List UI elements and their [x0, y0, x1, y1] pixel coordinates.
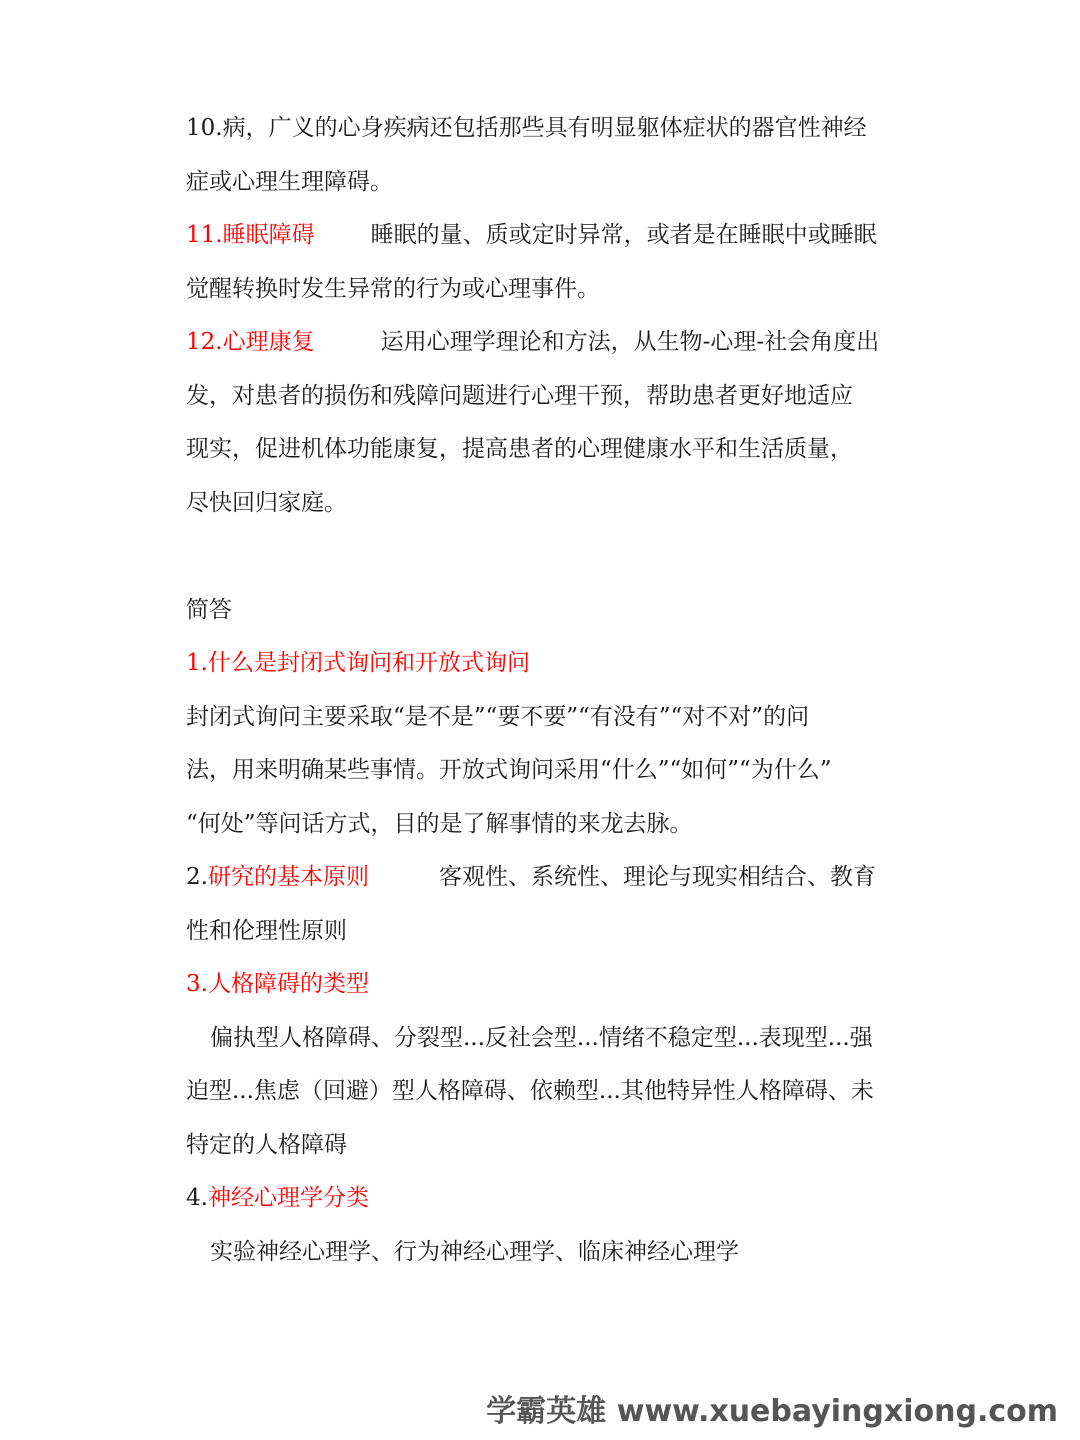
term-10-line-1: 10.病，广义的心身疾病还包括那些具有明显躯体症状的器官性神经: [186, 115, 867, 141]
question-2-title: 研究的基本原则: [207, 864, 369, 890]
question-1-line-2: 法，用来明确某些事情。开放式询问采用“什么”“如何”“为什么”: [186, 757, 832, 783]
question-4-line-1: 实验神经心理学、行为神经心理学、临床神经心理学: [210, 1238, 739, 1265]
question-3-line-3: 特定的人格障碍: [186, 1131, 347, 1158]
term-12-line-1: [186, 316, 902, 370]
section-spacer: [186, 530, 902, 584]
question-2-line-2: 性和伦理性原则: [186, 917, 347, 944]
term-12-definition-start: 运用心理学理论和方法，从生物-心理-社会角度出: [380, 329, 880, 355]
question-3-line-1: 偏执型人格障碍、分裂型...反社会型...情绪不稳定型...表现型...强: [210, 1024, 873, 1051]
term-11-label: 11.睡眠障碍: [186, 222, 315, 248]
question-4-title-line: [186, 1172, 902, 1226]
question-1-title: 1.什么是封闭式询问和开放式询问: [186, 650, 530, 676]
term-11-definition-start: 睡眠的量、质或定时异常，或者是在睡眠中或睡眠: [370, 222, 877, 248]
term-12-label: 12.心理康复: [186, 329, 315, 355]
question-2-answer-start: 客观性、系统性、理论与现实相结合、教育: [438, 864, 876, 890]
question-4-title: 神经心理学分类: [207, 1185, 369, 1211]
term-12-line-2: 发，对患者的损伤和残障问题进行心理干预，帮助患者更好地适应: [186, 382, 853, 409]
document-page: [186, 102, 902, 1279]
question-1-line-1: 封闭式询问主要采取“是不是”“要不要”“有没有”“对不对”的问: [186, 703, 810, 730]
question-2-line-1: [186, 851, 902, 905]
question-4-number: 4.: [186, 1185, 208, 1211]
term-12-line-3: 现实，促进机体功能康复，提高患者的心理健康水平和生活质量，: [186, 436, 853, 462]
question-1-line-3: “何处”等问话方式，目的是了解事情的来龙去脉。: [186, 810, 693, 837]
term-11-line-2: 觉醒转换时发生异常的行为或心理事件。: [186, 275, 600, 302]
short-answer-heading: 简答: [186, 596, 232, 623]
question-2-number: 2.: [186, 864, 208, 890]
site-watermark: 学霸英雄 www.xuebayingxiong.com: [486, 1394, 1058, 1429]
question-3-line-2: 迫型...焦虑（回避）型人格障碍、依赖型...其他特异性人格障碍、未: [186, 1078, 874, 1104]
term-11-line-1: [186, 209, 902, 263]
term-12-line-4: 尽快回归家庭。: [186, 489, 347, 516]
term-10-line-2: 症或心理生理障碍。: [186, 168, 393, 195]
question-3-title: 3.人格障碍的类型: [186, 971, 369, 997]
